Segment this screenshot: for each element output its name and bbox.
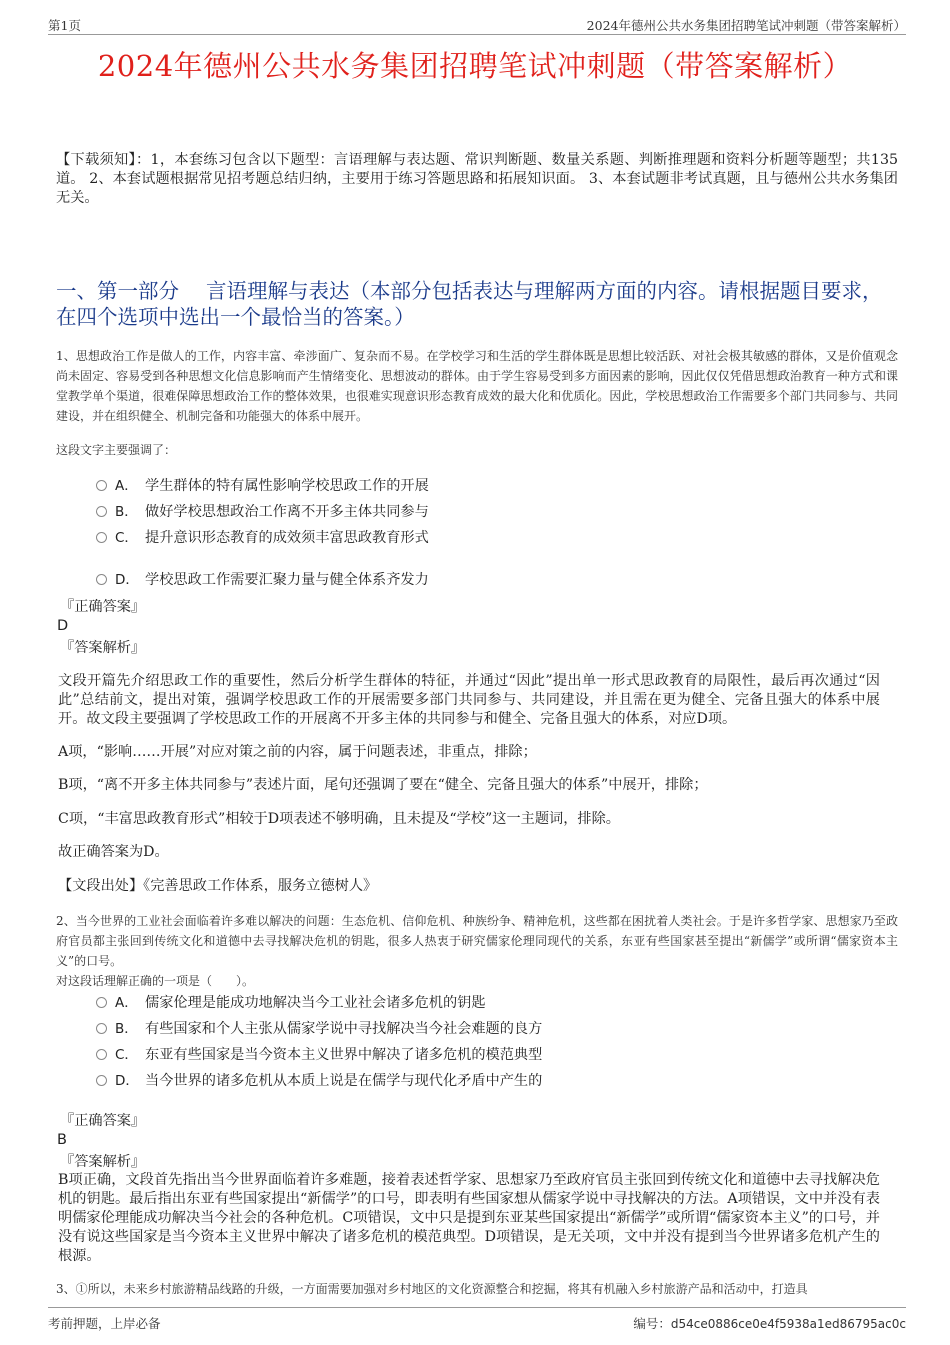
text-source: 【文段出处】《完善思政工作体系，服务立德树人》 [58, 878, 378, 894]
question-1-option-b[interactable]: B． 做好学校思想政治工作离不开多主体共同参与 [96, 502, 429, 522]
question-2-option-d[interactable]: D． 当今世界的诸多危机从本质上说是在儒学与现代化矛盾中产生的 [96, 1071, 542, 1091]
section-heading: 一、第一部分 言语理解与表达（本部分包括表达与理解两方面的内容。请根据题目要求，在四个选项中选出一个最恰当的答案。） [56, 279, 883, 329]
question-2-analysis: B项正确，文段首先指出当今世界面临着许多难题，接着表述哲学家、思想家乃至政府官员主张回到传统文化和道德中去寻找解决危机的钥匙。最后指出东亚有些国家提出“新儒学”的口号，即表明有些国家想从儒家学说中寻找解决的方法。A项错误，文中并没有表明儒家伦理能成功解决当今社会的各种危机。C项错误，文中只是提到东亚某些国家提出“新儒学”或所谓“儒家资本主义”的口号，并没有说这些国家是当今资本主义世界中解决了诸多危机的模范典型。D项错误，是无关项，文中并没有提到当今世界诸多危机产生的根源。 [58, 1172, 880, 1264]
question-1-prompt: 这段文字主要强调了： [56, 443, 177, 457]
question-2-prompt: 对这段话理解正确的一项是（ ）。 [56, 974, 255, 988]
radio-icon[interactable] [96, 506, 107, 517]
question-1-stem: 1、思想政治工作是做人的工作，内容丰富、牵涉面广、复杂而不易。在学校学习和生活的学生群体既是思想比较活跃、对社会极其敏感的群体，又是价值观念尚未固定、容易受到各种思想文化信息影响而产生情绪变化、思想波动的群体。由于学生容易受到多方面因素的影响，因此仅仅凭借思想政治教育一种方式和课堂教学单个渠道，很难保障思想政治工作的整体效果，也很难实现意识形态教育成效的最大化和优质化。因此，学校思想政治工作需要多个部门共同参与、共同建设，并在组织健全、机制完备和功能强大的体系中展开。 [56, 349, 898, 423]
radio-icon[interactable] [96, 1049, 107, 1060]
question-2-stem: 2、当今世界的工业社会面临着许多难以解决的问题：生态危机、信仰危机、种族纷争、精神危机，这些都在困扰着人类社会。于是许多哲学家、思想家乃至政府官员都主张回到传统文化和道德中去寻找解决危机的钥匙，很多人热衷于研究儒家伦理同现代的关系，东亚有些国家甚至提出“新儒学”或所谓“儒家资本主义”的口号。 [56, 914, 898, 968]
analysis-conclusion: 故正确答案为D。 [58, 844, 169, 860]
analysis-note-b: B项，“离不开多主体共同参与”表述片面，尾句还强调了要在“健全、完备且强大的体系”中展开，排除； [58, 777, 708, 793]
question-1-option-a[interactable]: A． 学生群体的特有属性影响学校思政工作的开展 [96, 476, 429, 496]
radio-icon[interactable] [96, 997, 107, 1008]
page-header [48, 14, 906, 35]
analysis-label: 『答案解析』 [60, 1154, 146, 1170]
correct-answer: B [57, 1132, 67, 1148]
question-2-option-c[interactable]: C． 东亚有些国家是当今资本主义世界中解决了诸多危机的模范典型 [96, 1045, 542, 1065]
radio-icon[interactable] [96, 1075, 107, 1086]
download-notice: 【下载须知】：1，本套练习包含以下题型：言语理解与表达题、常识判断题、数量关系题、判断推理题和资料分析题等题型；共135道。 2、本套试题根据常见招考题总结归纳，主要用于练习答题思路和拓展知识面。 3、本套试题非考试真题，且与德州公共水务集团无关。 [56, 152, 898, 206]
analysis-label: 『答案解析』 [60, 640, 146, 656]
radio-icon[interactable] [96, 574, 107, 585]
document-title: 2024年德州公共水务集团招聘笔试冲刺题（带答案解析） [97, 49, 853, 83]
radio-icon[interactable] [96, 1023, 107, 1034]
analysis-note-c: C项，“丰富思政教育形式”相较于D项表述不够明确，且未提及“学校”这一主题词，排除。 [58, 811, 620, 827]
question-1-analysis: 文段开篇先介绍思政工作的重要性，然后分析学生群体的特征，并通过“因此”提出单一形式思政教育的局限性，最后再次通过“因此”总结前文，提出对策，强调学校思政工作的开展需要多部门共同参与、共同建设，并且需在更为健全、完备且强大的体系中展开。故文段主要强调了学校思政工作的开展离不开多主体的共同参与和健全、完备且强大的体系，对应D项。 [58, 673, 880, 727]
document-code: 编号：d54ce0886ce0e4f5938a1ed86795ac0c [633, 1316, 906, 1331]
question-2-option-b[interactable]: B． 有些国家和个人主张从儒家学说中寻找解决当今社会难题的良方 [96, 1019, 542, 1039]
correct-answer: D [57, 618, 69, 634]
answer-label: 『正确答案』 [60, 599, 146, 615]
question-1-option-d[interactable]: D． 学校思政工作需要汇聚力量与健全体系齐发力 [96, 570, 429, 590]
footer-slogan: 考前押题，上岸必备 [48, 1316, 161, 1331]
radio-icon[interactable] [96, 480, 107, 491]
question-1-option-c[interactable]: C． 提升意识形态教育的成效须丰富思政教育形式 [96, 528, 429, 548]
page-footer [48, 1307, 906, 1332]
page-number: 第1页 [48, 18, 81, 33]
radio-icon[interactable] [96, 532, 107, 543]
header-doc-title: 2024年德州公共水务集团招聘笔试冲刺题（带答案解析） [586, 18, 906, 33]
answer-label: 『正确答案』 [60, 1113, 146, 1129]
analysis-note-a: A项，“影响……开展”对应对策之前的内容，属于问题表述，非重点，排除； [58, 744, 537, 760]
question-3-stem: 3、①所以，未来乡村旅游精品线路的升级，一方面需要加强对乡村地区的文化资源整合和挖掘，将其有机融入乡村旅游产品和活动中，打造具 [56, 1282, 808, 1296]
question-2-option-a[interactable]: A． 儒家伦理是能成功地解决当今工业社会诸多危机的钥匙 [96, 993, 486, 1013]
